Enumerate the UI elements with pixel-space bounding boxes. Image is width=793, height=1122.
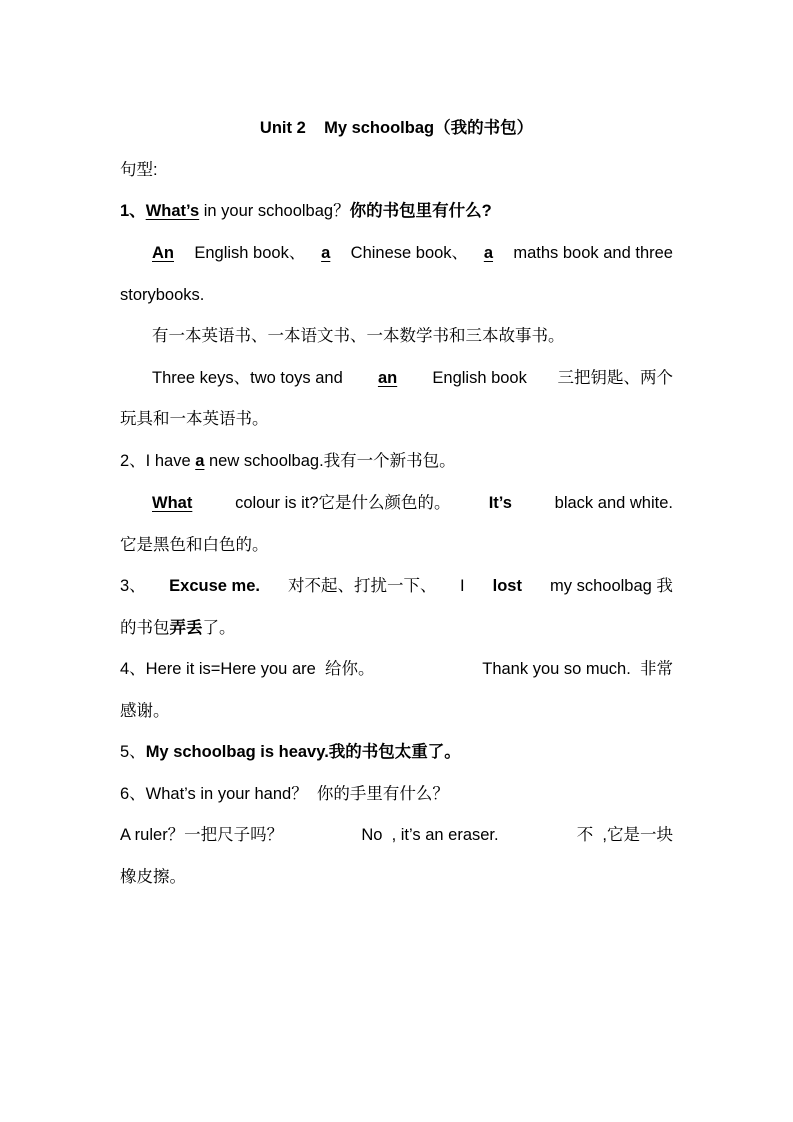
text-segment: 3、 [120,577,146,595]
text-segment: in your schoolbag？ [199,202,350,220]
text-segment: 感谢。 [120,702,170,720]
text-segment: No , it’s an eraser. [361,826,499,844]
text-segment: a [195,452,205,470]
text-segment: lost [492,577,522,595]
text-segment: Thank you so much. 非常 [482,660,673,678]
text-segment: an [377,369,398,387]
text-segment: It’s [488,494,512,512]
text-line [120,699,673,723]
text-segment: 句型: [120,161,158,179]
text-line [120,574,673,598]
text-segment: Chinese book、 [346,244,469,262]
text-segment: 对不起、打扰一下、 [283,577,437,595]
text-line [120,657,673,681]
text-line [152,366,673,390]
text-segment: maths book and three [508,244,673,262]
text-segment: a [483,244,494,262]
text-line [120,740,673,764]
text-segment: 你的书包里有什么? [349,202,492,220]
text-line [120,782,673,806]
text-line [152,491,673,515]
text-segment: A ruler？一把尺子吗？ [120,826,284,844]
text-segment: 5、 [120,743,146,761]
text-line [120,158,673,182]
page-title [0,116,793,140]
text-segment: colour is it?它是什么颜色的。 [230,494,451,512]
text-segment: 1、 [120,202,146,220]
text-segment: my schoolbag 我 [545,577,673,595]
text-line [120,407,673,431]
text-segment: black and white. [550,494,673,512]
text-segment: 弄丢 [169,619,203,637]
text-line [152,324,673,348]
text-segment: English book、 [189,244,306,262]
text-line [120,533,673,557]
text-segment: 三把钥匙、两个 [557,369,673,387]
text-segment: 的书包 [120,619,170,637]
text-segment: 有一本英语书、一本语文书、一本数学书和三本故事书。 [152,327,565,345]
text-segment: 不 ,它是一块 [576,826,673,844]
text-segment: An [152,244,174,262]
text-segment: 玩具和一本英语书。 [120,410,269,428]
text-segment: What’s [145,202,200,220]
text-segment: 它是黑色和白色的。 [120,536,269,554]
text-line [120,823,673,847]
text-segment: new schoolbag.我有一个新书包。 [204,452,456,470]
text-segment: I [460,577,470,595]
text-segment: What [152,494,193,512]
text-line [120,199,673,223]
text-segment: a [321,244,331,262]
text-segment: 6、What’s in your hand？ 你的手里有什么？ [120,785,449,803]
text-segment: English book [427,369,527,387]
text-segment: storybooks. [120,286,205,304]
text-segment: Unit 2 My schoolbag（我的书包） [259,119,534,137]
text-line [152,241,673,265]
text-line [120,283,673,307]
text-line [120,449,673,473]
text-segment: 2、I have [120,452,196,470]
text-segment: 4、Here it is=Here you are 给你。 [120,660,375,678]
text-segment: Three keys、two toys and [152,369,348,387]
text-line [120,616,673,640]
text-segment: 橡皮擦。 [120,868,186,886]
text-segment: Excuse me. [169,577,260,595]
text-line [120,865,673,889]
text-segment: My schoolbag is heavy.我的书包太重了。 [145,743,461,761]
text-segment: 了。 [202,619,236,637]
